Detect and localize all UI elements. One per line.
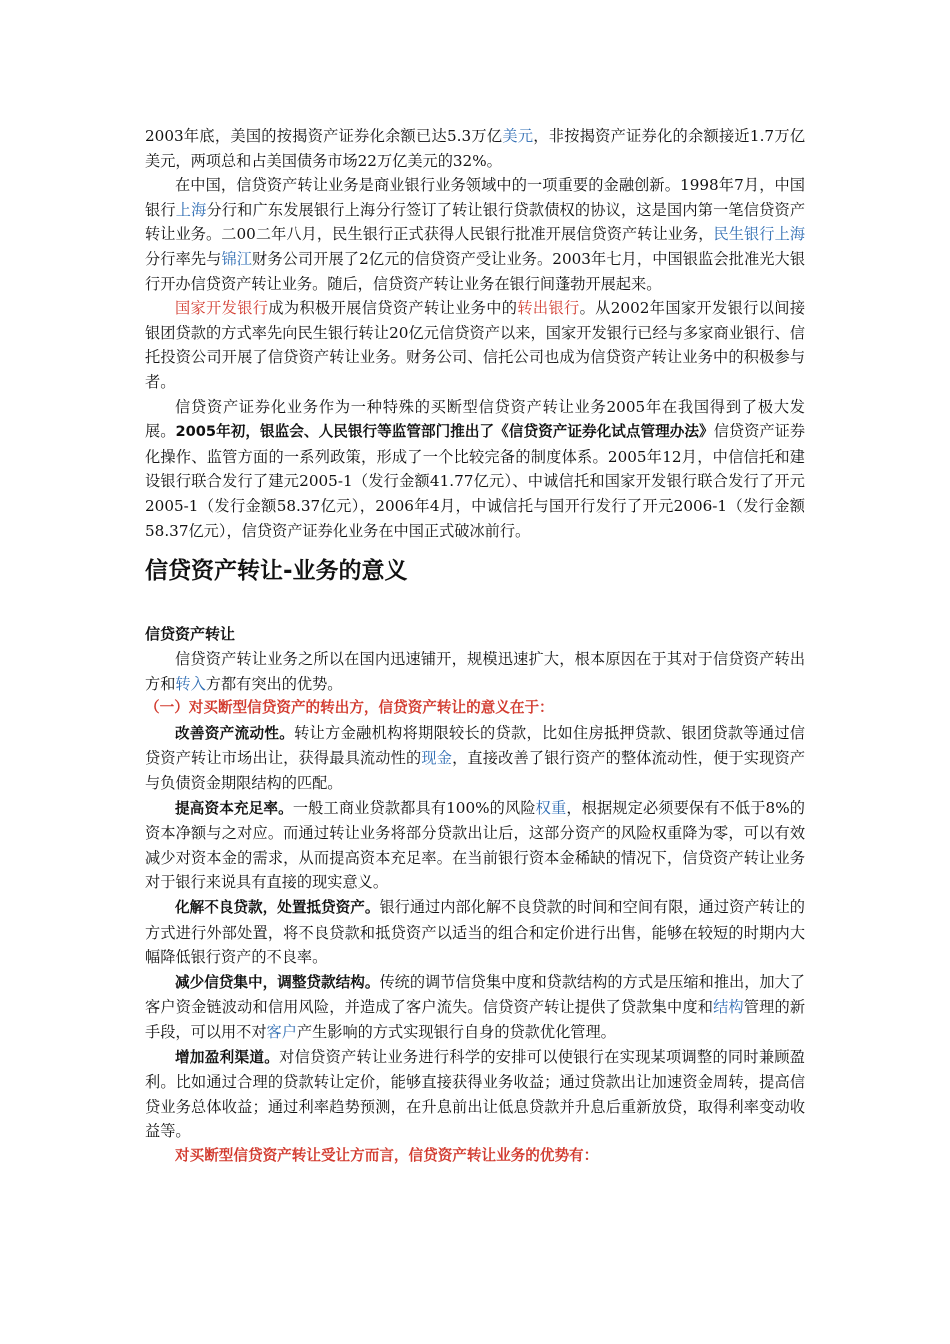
- bold-capital: 提高资本充足率。: [175, 799, 293, 817]
- subsection-heading: 信贷资产转让: [145, 625, 236, 644]
- link-transfer-in[interactable]: 转入: [175, 674, 206, 693]
- paragraph-concentration: 减少信贷集中，调整贷款结构。传统的调节信贷集中度和贷款结构的方式是压缩和推出，加大了客户资金链波动和信用风险，并造成了客户流失。信贷资产转让提供了贷款集中度和结构管理的新手段，可以用不对客户产生影响的方式实现银行自身的贷款优化管理。: [145, 972, 806, 1041]
- link-structure[interactable]: 结构: [713, 998, 744, 1017]
- link-cash[interactable]: 现金: [421, 749, 453, 768]
- link-usd[interactable]: 美元: [502, 127, 534, 145]
- bold-concentration: 减少信贷集中，调整贷款结构。: [175, 973, 380, 991]
- bold-profit: 增加盈利渠道。: [175, 1048, 280, 1066]
- bold-liquidity: 改善资产流动性。: [175, 724, 295, 742]
- link-jinjiang[interactable]: 锦江: [221, 249, 253, 268]
- paragraph-china-history: 在中国，信贷资产转让业务是商业银行业务领域中的一项重要的金融创新。1998年7月，中国银行上海分行和广东发展银行上海分行签订了转让银行贷款债权的协议，这是国内第一笔信贷资产转让业务。二00二年八月，民生银行正式获得人民银行批准开展信贷资产转让业务，民生银行上海分行率先与锦江财务公司开展了2亿元的信贷资产受让业务。2003年七月，中国银监会批准光大银行开办信贷资产转让业务。随后，信贷资产转让业务在银行间蓬勃开展起来。: [145, 176, 806, 293]
- document-page: [145, 124, 805, 1169]
- link-cdb[interactable]: 国家开发银行: [175, 299, 269, 318]
- paragraph-npl: 化解不良贷款，处置抵贷资产。银行通过内部化解不良贷款的时间和空间有限，通过资产转让的方式进行外部处置，将不良贷款和抵贷资产以适当的组合和定价进行出售，能够在较短的时期内大幅降低银行资产的不良率。: [145, 898, 805, 967]
- red-heading-buyer: 对买断型信贷资产转让受让方而言，信贷资产转让业务的优势有：: [175, 1146, 599, 1164]
- link-weight[interactable]: 权重: [535, 798, 567, 817]
- section-heading: 信贷资产转让-业务的意义: [145, 558, 408, 585]
- paragraph-profit: 增加盈利渠道。对信贷资产转让业务进行科学的安排可以使银行在实现某项调整的同时兼顾盈利。比如通过合理的贷款转让定价，能够直接获得业务收益；通过贷款出让加速资金周转，提高信贷业务总体收益；通过利率趋势预测，在升息前出让低息贷款并升息后重新放贷，取得利率变动收益等。: [145, 1047, 805, 1141]
- link-transfer-bank[interactable]: 转出银行: [517, 299, 580, 318]
- bold-regulation: 2005年初，银监会、人民银行等监管部门推出了《信贷资产证券化试点管理办法》: [175, 423, 714, 441]
- link-minsheng-shanghai[interactable]: 民生银行上海: [713, 225, 806, 244]
- paragraph-us-securitization: 2003年底，美国的按揭资产证券化余额已达5.3万亿美元，非按揭资产证券化的余额接近1.7万亿美元，两项总和占美国债务市场22万亿美元的32%。: [145, 127, 806, 170]
- bold-npl: 化解不良贷款，处置抵贷资产。: [175, 899, 380, 917]
- paragraph-intro-advantages: 信贷资产转让业务之所以在国内迅速铺开，规模迅速扩大，根本原因在于其对于信贷资产转出方和转入方都有突出的优势。: [145, 650, 805, 693]
- paragraph-capital-ratio: 提高资本充足率。一般工商业贷款都具有100%的风险权重，根据规定必须要保有不低于8%的资本净额与之对应。而通过转让业务将部分贷款出让后，这部分资产的风险权重降为零，可以有效减少对资本金的需求，从而提高资本充足率。在当前银行资本金稀缺的情况下，信贷资产转让业务对于银行来说具有直接的现实意义。: [145, 798, 805, 892]
- paragraph-liquidity: 改善资产流动性。转让方金融机构将期限较长的贷款，比如住房抵押贷款、银团贷款等通过信贷资产转让市场出让，获得最具流动性的现金，直接改善了银行资产的整体流动性，便于实现资产与负债资金期限结构的匹配。: [145, 723, 806, 793]
- paragraph-cdb: 国家开发银行成为积极开展信贷资产转让业务中的转出银行。从2002年国家开发银行以间接银团贷款的方式率先向民生银行转让20亿元信贷资产以来，国家开发银行已经与多家商业银行、信托投资公司开展了信贷资产转让业务。财务公司、信托公司也成为信贷资产转让业务中的积极参与者。: [145, 299, 806, 391]
- link-customer[interactable]: 客户: [266, 1023, 297, 1041]
- link-shanghai[interactable]: 上海: [175, 200, 207, 219]
- red-heading-seller: （一）对买断型信贷资产的转出方，信贷资产转让的意义在于：: [145, 699, 554, 717]
- paragraph-securitization-2005: 信贷资产证券化业务作为一种特殊的买断型信贷资产转让业务2005年在我国得到了极大发展。2005年初，银监会、人民银行等监管部门推出了《信贷资产证券化试点管理办法》信贷资产证券化操作、监管方面的一系列政策，形成了一个比较完备的制度体系。2005年12月，中信信托和建设银行联合发行了建元2005-1（发行金额41.77亿元）、中诚信托和国家开发银行联合发行了开元2005-1（发行金额58.37亿元），2006年4月，中诚信托与国开行发行了开元2006-1（发行金额58.37亿元），信贷资产证券化业务在中国正式破冰前行。: [145, 397, 806, 540]
